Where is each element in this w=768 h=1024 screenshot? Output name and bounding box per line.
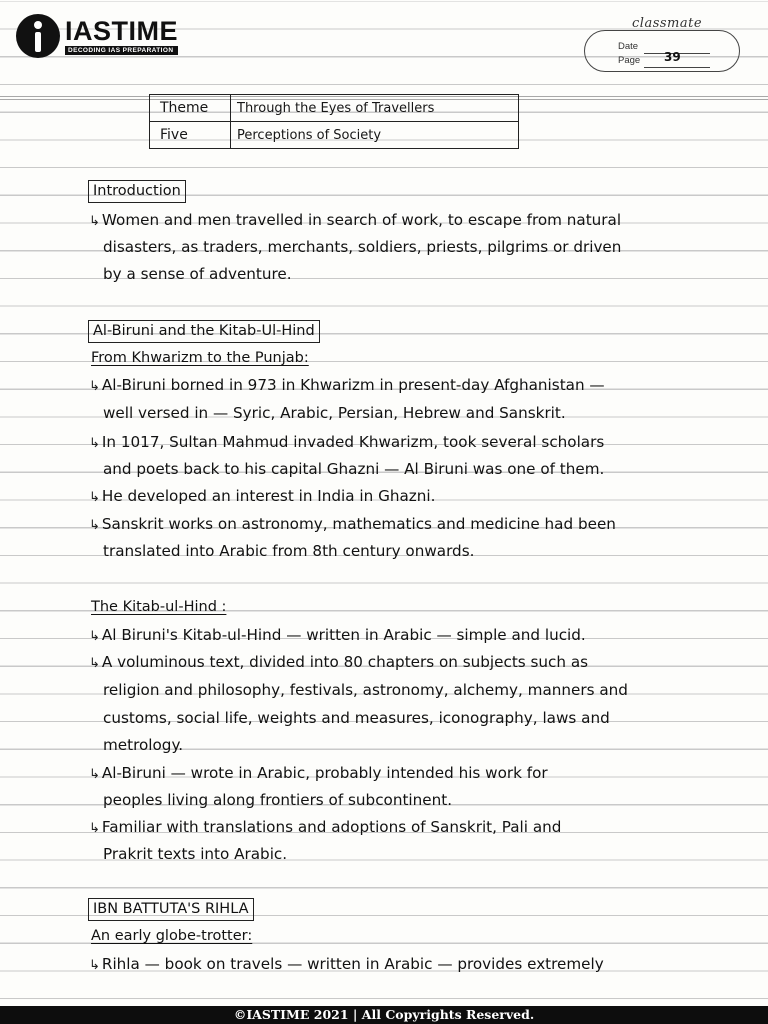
text-line: ↳ Al-Biruni — wrote in Arabic, probably intended his work for — [89, 764, 548, 782]
introduction-heading: Introduction — [88, 180, 186, 203]
logo-name: IASTIME — [65, 15, 179, 46]
logo-tagline: DECODING IAS PREPARATION — [65, 46, 178, 55]
text-line: ↳ Women and men travelled in search of work, to escape from natural — [89, 211, 622, 229]
text-line: customs, social life, weights and measures, iconography, laws and — [103, 709, 610, 727]
bullet-arrow-icon: ↳ — [89, 656, 100, 671]
badge-outline — [584, 30, 740, 72]
text-line: ↳ Rihla — book on travels — written in Arabic — provides extremely — [89, 955, 604, 973]
table-row — [150, 122, 519, 149]
text-line: ↳ Al-Biruni borned in 973 in Khwarizm in present-day Afghanistan — — [89, 376, 605, 394]
page-number: 39 — [664, 50, 681, 64]
text-line: ↳ Familiar with translations and adoptions of Sanskrit, Pali and — [89, 818, 562, 836]
text-line: religion and philosophy, festivals, astronomy, alchemy, manners and — [103, 681, 628, 699]
page-label: Page — [618, 55, 641, 66]
bullet-arrow-icon: ↳ — [89, 214, 100, 229]
bullet-arrow-icon: ↳ — [89, 767, 100, 782]
iastime-logo — [16, 14, 178, 58]
copyright-footer: ©IASTIME 2021 | All Copyrights Reserved. — [0, 1006, 768, 1024]
notebook-date-page-badge — [582, 16, 742, 76]
bullet-arrow-icon: ↳ — [89, 436, 100, 451]
al-biruni-heading: Al-Biruni and the Kitab-Ul-Hind — [88, 320, 320, 343]
logo-icon — [16, 14, 60, 58]
text-line: disasters, as traders, merchants, soldiers, priests, pilgrims or driven — [103, 238, 622, 256]
text-line: ↳ A voluminous text, divided into 80 chapters on subjects such as — [89, 653, 589, 671]
bullet-arrow-icon: ↳ — [89, 958, 100, 973]
theme-subtitle-cell: Perceptions of Society — [231, 122, 519, 149]
text-line: and poets back to his capital Ghazni — Al Biruni was one of them. — [103, 460, 605, 478]
text-line: ↳ In 1017, Sultan Mahmud invaded Khwarizm, took several scholars — [89, 433, 605, 451]
text-line: metrology. — [103, 736, 184, 754]
text-line: ↳ Al Biruni's Kitab-ul-Hind — written in Arabic — simple and lucid. — [89, 626, 586, 644]
bullet-arrow-icon: ↳ — [89, 518, 100, 533]
bullet-arrow-icon: ↳ — [89, 821, 100, 836]
ibn-battuta-heading: IBN BATTUTA'S RIHLA — [88, 898, 254, 921]
table-row — [150, 95, 519, 122]
theme-table — [149, 94, 519, 149]
theme-title-cell: Through the Eyes of Travellers — [231, 95, 519, 122]
theme-label-cell: Theme — [150, 95, 231, 122]
bullet-arrow-icon: ↳ — [89, 490, 100, 505]
text-line: peoples living along frontiers of subcontinent. — [103, 791, 453, 809]
text-line: by a sense of adventure. — [103, 265, 292, 283]
bullet-arrow-icon: ↳ — [89, 629, 100, 644]
text-line: ↳ Sanskrit works on astronomy, mathematics and medicine had been — [89, 515, 616, 533]
theme-number-cell: Five — [150, 122, 231, 149]
text-line: translated into Arabic from 8th century onwards. — [103, 542, 475, 560]
date-label: Date — [618, 41, 639, 52]
globe-trotter-subheading: An early globe-trotter: — [91, 928, 253, 944]
kitab-subheading: The Kitab-ul-Hind : — [91, 599, 227, 615]
text-line: Prakrit texts into Arabic. — [103, 845, 288, 863]
notebook-brand: classmate — [632, 16, 703, 31]
text-line: well versed in — Syric, Arabic, Persian, Hebrew and Sanskrit. — [103, 404, 566, 422]
text-line: ↳ He developed an interest in India in Ghazni. — [89, 487, 436, 505]
khwarizm-subheading: From Khwarizm to the Punjab: — [91, 350, 309, 366]
bullet-arrow-icon: ↳ — [89, 379, 100, 394]
page-underline — [644, 67, 710, 68]
